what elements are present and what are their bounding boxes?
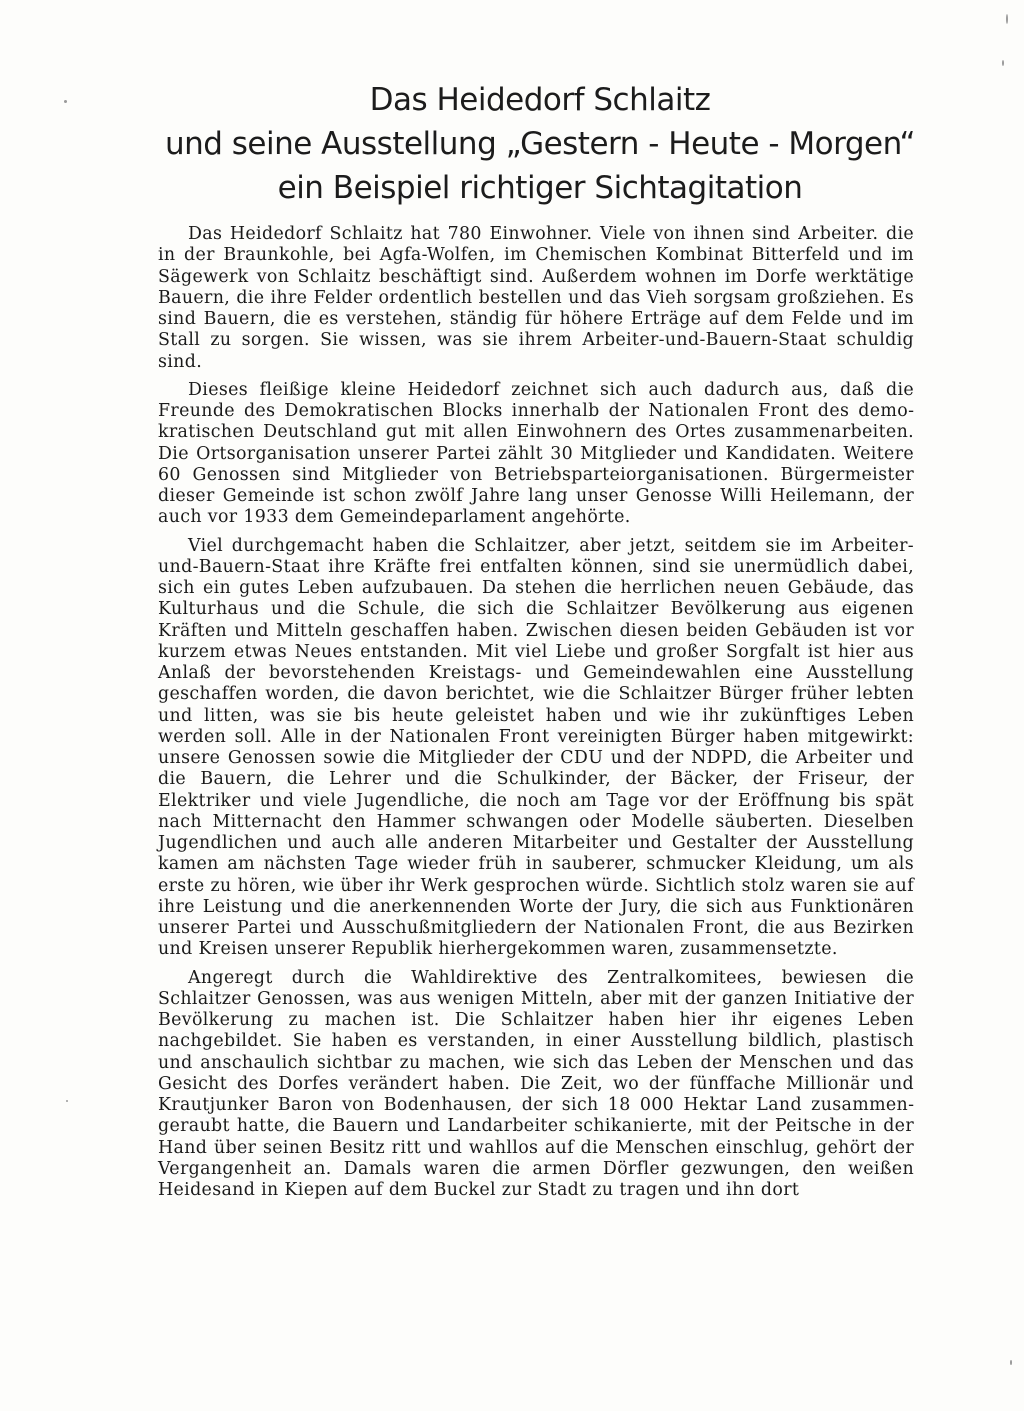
title-line-1: Das Heidedorf Schlaitz [369, 82, 711, 118]
article-title [160, 78, 920, 210]
scan-speck [1006, 14, 1008, 24]
paragraph-2: Dieses fleißige kleine Heidedorf zeichnet sich auch dadurch aus, daß die Freunde des Demokratischen Blocks innerhalb der Nationalen Front des demokratischen Deutschland gut mit allen Einwohnern des Ortes zusammenarbeiten. Die Ortsorganisation unserer Partei zählt 30 Mitglieder und Kandidaten. Weitere 60 Genossen sind Mitglieder von Betriebsparteiorganisationen. Bürgermeister dieser Gemeinde ist schon zwölf Jahre lang unser Genosse Willi Heilemann, der auch vor 1933 dem Gemeindeparlament angehörte. [158, 379, 914, 528]
title-line-2: und seine Ausstellung „Gestern - Heute - Morgen“ [164, 126, 916, 162]
scan-speck [1010, 1360, 1012, 1365]
scan-speck [1002, 60, 1004, 66]
title-line-3: ein Beispiel richtiger Sichtagitation [277, 170, 803, 206]
paragraph-1: Das Heidedorf Schlaitz hat 780 Einwohner. Viele von ihnen sind Arbeiter. die in der Braunkohle, bei Agfa-Wolfen, im Chemischen Kombinat Bitterfeld und im Sägewerk von Schlaitz beschäftigt sind. Außerdem wohnen im Dorfe werktätige Bauern, die ihre Felder ordentlich bestellen und das Vieh sorgsam großziehen. Es sind Bauern, die es verstehen, ständig für höhere Erträge auf dem Felde und im Stall zu sorgen. Sie wissen, was sie ihrem Arbeiter-und-Bauern-Staat schuldig sind. [158, 224, 914, 372]
paragraph-3: Viel durchgemacht haben die Schlaitzer, aber jetzt, seitdem sie im Arbeiter-und-Bauern-Staat ihre Kräfte frei entfalten können, sind sie unermüdlich dabei, sich ein gutes Leben aufzubauen. Da stehen die herrlichen neuen Gebäude, das Kulturhaus und die Schule, die sich die Schlaitzer Bevölkerung aus eigenen Kräften und Mitteln geschaffen haben. Zwischen diesen beiden Gebäuden ist vor kurzem etwas Neues entstanden. Mit viel Liebe und großer Sorgfalt ist hier aus Anlaß der bevorstehenden Kreistags- und Gemeindewahlen eine Ausstellung geschaffen worden, die davon berichtet, wie die Schlaitzer Bürger früher lebten und litten, was sie bis heute geleistet haben und wie ihr zukünftiges Leben werden soll. Alle in der Nationalen Front vereinigten Bürger haben mitgewirkt: unsere Genossen sowie die Mitglieder der CDU und der NDPD, die Arbeiter und die Bauern, die Lehrer und die Schulkinder, der Bäcker, der Friseur, der Elektriker und viele Jugendliche, die noch am Tage vor der Eröffnung bis spät nach Mitternacht den Hammer schwangen oder Modelle säuberten. Dieselben Jugendlichen und auch alle anderen Mitarbeiter und Gestalter der Ausstellung kamen am nächsten Tage wieder früh in sauberer, schmucker Kleidung, um als erste zu hören, wie über ihr Werk gesprochen würde. Sichtlich stolz waren sie auf ihre Leistung und die anerkennenden Worte der Jury, die sich aus Funktionären unserer Partei und Ausschußmitgliedern der Nationalen Front, die aus Bezirken und Kreisen unserer Republik hierhergekommen waren, zusammensetzte. [158, 535, 914, 960]
scan-speck [66, 1100, 68, 1102]
scan-speck [64, 100, 67, 103]
article-body [158, 224, 914, 1208]
paragraph-4: Angeregt durch die Wahldirektive des Zentralkomitees, bewiesen die Schlaitzer Genossen, was aus wenigen Mitteln, aber mit der ganzen Initiative der Bevölkerung zu machen ist. Die Schlaitzer haben hier ihr eigenes Leben nachgebildet. Sie haben es verstanden, in einer Ausstellung bildlich, plastisch und anschaulich sichtbar zu machen, wie sich das Leben der Menschen und das Gesicht des Dorfes verändert haben. Die Zeit, wo der fünffache Millionär und Krautjunker Baron von Bodenhausen, der sich 18 000 Hektar Land zusammengeraubt hatte, die Bauern und Landarbeiter schikanierte, mit der Peitsche in der Hand über seinen Besitz ritt und wahllos auf die Menschen einschlug, gehört der Vergangenheit an. Damals waren die armen Dörfler gezwungen, den weißen Heidesand in Kiepen auf dem Buckel zur Stadt zu tragen und ihn dort [158, 967, 914, 1200]
